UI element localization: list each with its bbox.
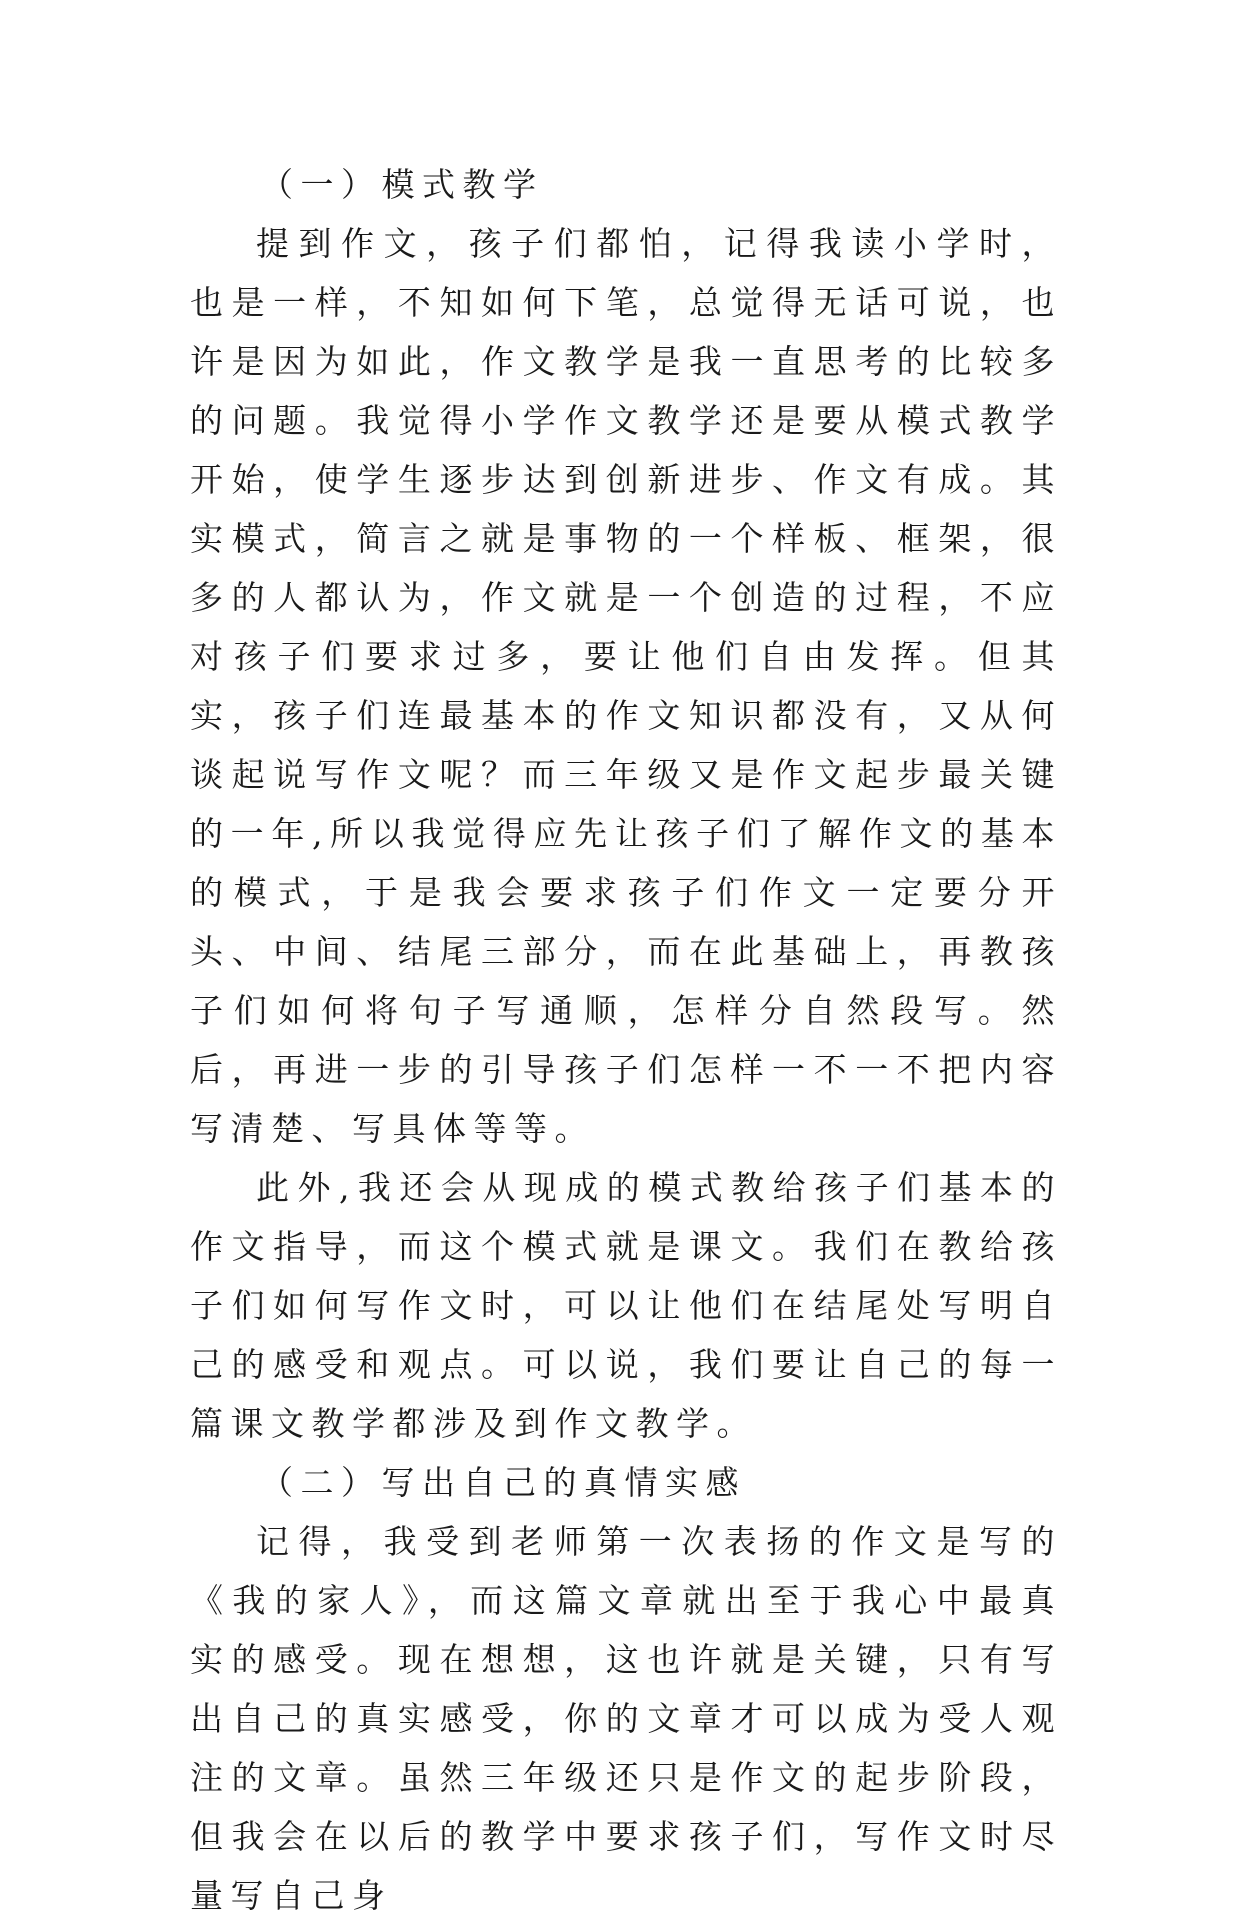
section-heading-2: （二）写出自己的真情实感 (260, 1463, 746, 1502)
paragraph-2: 此外,我还会从现成的模式教给孩子们基本的作文指导，而这个模式就是课文。我们在教给孩子们如何写作文时，可以让他们在结尾处写明自己的感受和观点。可以说，我们要让自己的每一篇课文教学都涉及到作文教学。 (190, 1168, 1062, 1443)
paragraph-3: 记得，我受到老师第一次表扬的作文是写的《我的家人》，而这篇文章就出至于我心中最真实的感受。现在想想，这也许就是关键，只有写出自己的真实感受，你的文章才可以成为受人观注的文章。虽然三年级还只是作文的起步阶段，但我会在以后的教学中要求孩子们，写作文时尽量写自己身 (190, 1522, 1062, 1915)
section-heading-1: （一）模式教学 (260, 165, 544, 204)
paragraph-1: 提到作文，孩子们都怕，记得我读小学时，也是一样，不知如何下笔，总觉得无话可说，也许是因为如此，作文教学是我一直思考的比较多的问题。我觉得小学作文教学还是要从模式教学开始，使学生逐步达到创新进步、作文有成。其实模式，简言之就是事物的一个样板、框架，很多的人都认为，作文就是一个创造的过程，不应对孩子们要求过多，要让他们自由发挥。但其实，孩子们连最基本的作文知识都没有，又从何谈起说写作文呢？而三年级又是作文起步最关键的一年,所以我觉得应先让孩子们了解作文的基本的模式，于是我会要求孩子们作文一定要分开头、中间、结尾三部分，而在此基础上，再教孩子们如何将句子写通顺，怎样分自然段写。然后，再进一步的引导孩子们怎样一不一不把内容写清楚、写具体等等。 (190, 224, 1062, 1148)
document-body (190, 155, 1062, 1925)
